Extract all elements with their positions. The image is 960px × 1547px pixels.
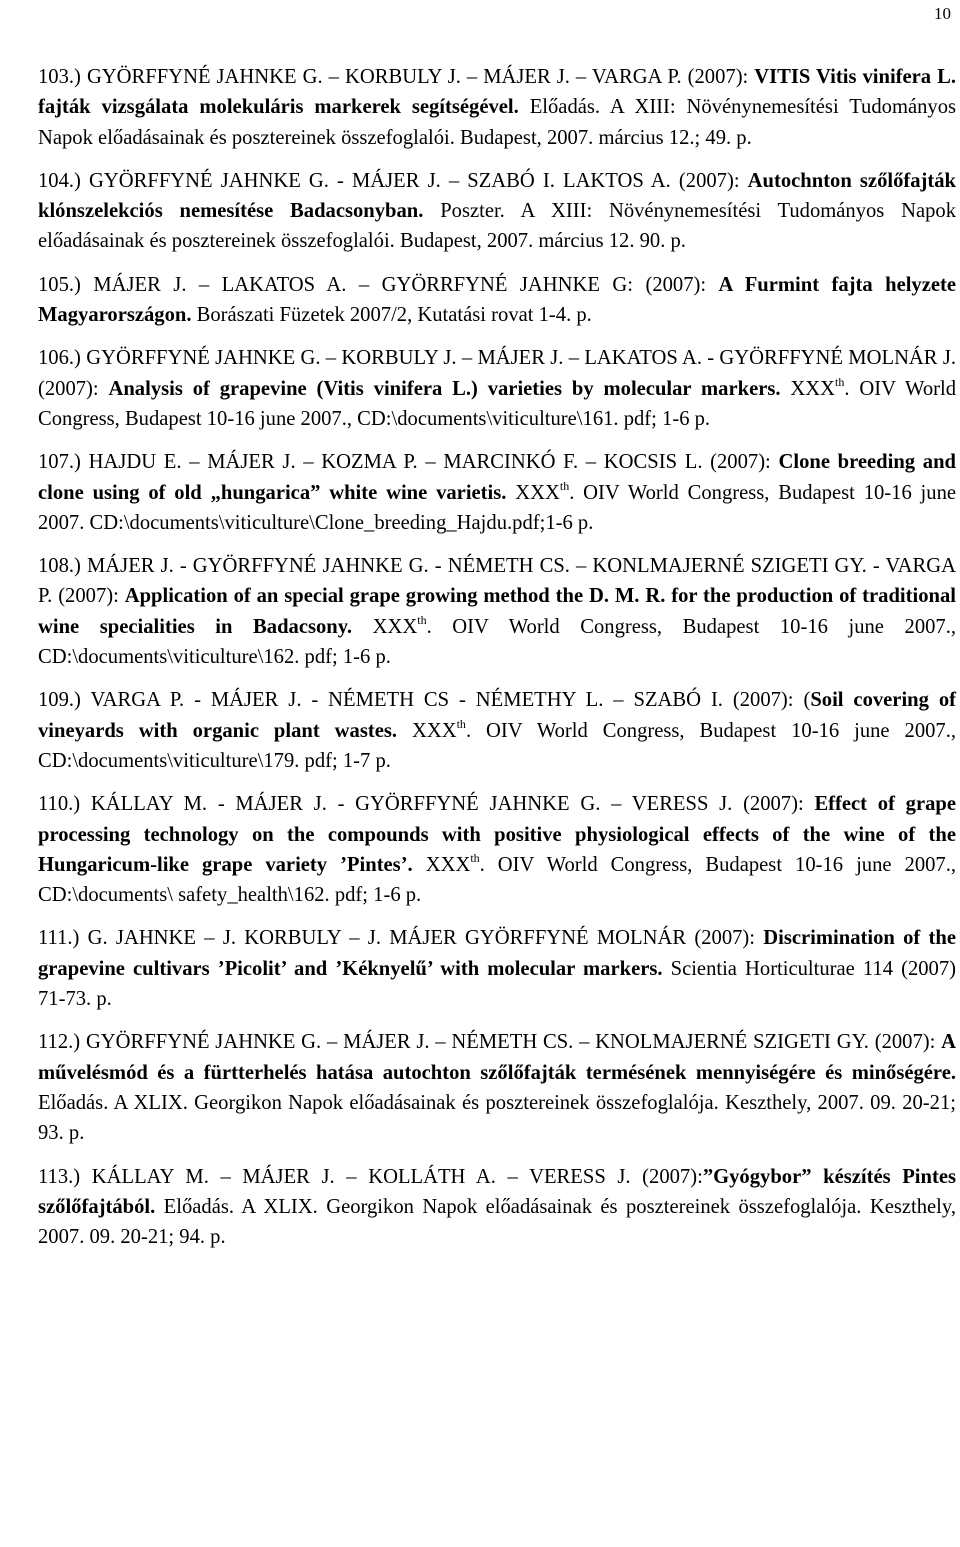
reference-authors: G. JAHNKE – J. KORBULY – J. MÁJER GYÖRFFYNÉ MOLNÁR (2007): (87, 927, 764, 950)
reference-title: Clone breeding and clone using of old „hungarica” white wine varietis. (38, 451, 956, 504)
reference-authors: KÁLLAY M. - MÁJER J. - GYÖRFFYNÉ JAHNKE G. – VERESS J. (2007): (90, 793, 815, 816)
reference-entry (38, 923, 956, 1014)
reference-number: 111.) (38, 927, 80, 950)
reference-number: 107.) (38, 451, 81, 474)
reference-superscript: th (456, 716, 466, 731)
reference-details: Poszter. A XIII: Növénynemesítési Tudományos Napok előadásainak és posztereinek összefoglalói. Budapest, 2007. március 12. 90. p. (38, 200, 957, 253)
reference-entry (38, 1162, 956, 1253)
reference-title: VITIS Vitis vinifera L. fajták vizsgálata molekuláris markerek segítségével. (38, 66, 957, 119)
reference-details: . OIV World Congress, Budapest 10-16 june 2007., CD:\documents\viticulture\161. pdf; 1-6 p. (38, 377, 957, 430)
reference-details: Borászati Füzetek 2007/2, Kutatási rovat 1-4. p. (191, 304, 592, 327)
reference-number: 112.) (38, 1031, 81, 1054)
reference-entry (38, 447, 956, 538)
reference-authors: HAJDU E. – MÁJER J. – KOZMA P. – MARCINKÓ F. – KOCSIS L. (2007): (88, 451, 779, 474)
reference-superscript: th (470, 850, 480, 865)
reference-authors: VARGA P. - MÁJER J. - NÉMETH CS - NÉMETHY L. – SZABÓ I. (2007): ( (90, 689, 811, 712)
reference-authors: GYÖRFFYNÉ JAHNKE G. – KORBULY J. – MÁJER J. – VARGA P. (2007): (86, 66, 755, 88)
reference-title: A művelésmód és a fürtterhelés hatása autochton szőlőfajták termésének mennyiségére és minőségére. (38, 1031, 957, 1084)
reference-number: 108.) (38, 555, 81, 578)
reference-details: Előadás. A XLIX. Georgikon Napok előadásainak és posztereinek összefoglalója. Keszthely, 2007. 09. 20-21; 93. p. (38, 1091, 956, 1145)
reference-title: Effect of grape processing technology on the compounds with positive physiological effects of the wine of the Hungaricum-like grape variety ’Pintes’. (38, 793, 956, 876)
reference-entry (38, 685, 956, 776)
reference-venue-prefix: XXX (352, 615, 418, 638)
reference-authors: GYÖRFFYNÉ JAHNKE G. – MÁJER J. – NÉMETH CS. – KNOLMAJERNÉ SZIGETI GY. (2007): (85, 1031, 942, 1054)
reference-authors: KÁLLAY M. – MÁJER J. – KOLLÁTH A. – VERESS J. (2007): (91, 1165, 703, 1188)
reference-entry (38, 62, 956, 153)
reference-title: Discrimination of the grapevine cultivars ’Picolit’ and ’Kéknyelű’ with molecular markers. (38, 927, 956, 980)
reference-entry (38, 270, 956, 331)
reference-details: Scientia Horticulturae 114 (2007) 71-73. p. (38, 957, 956, 1011)
reference-entry (38, 551, 956, 672)
reference-title: ”Gyógybor” készítés Pintes szőlőfajtából. (38, 1165, 956, 1218)
reference-details: . OIV World Congress, Budapest 10-16 june 2007., CD:\documents\ safety_health\162. pdf; 1-6 p. (38, 853, 957, 907)
reference-number: 109.) (38, 689, 81, 712)
reference-venue-prefix: XXX (506, 481, 560, 504)
reference-number: 113.) (38, 1165, 81, 1188)
reference-title: Application of an special grape growing method the D. M. R. for the production of traditional wine specialities in Badacsony. (38, 585, 956, 638)
reference-entry (38, 343, 956, 434)
reference-title: Analysis of grapevine (Vitis vinifera L.) varieties by molecular markers. (108, 377, 781, 400)
reference-entry (38, 789, 956, 910)
reference-entry (38, 1027, 956, 1148)
page-number: 10 (934, 4, 951, 23)
reference-venue-prefix: XXX (780, 377, 835, 400)
reference-entry (38, 166, 956, 257)
reference-number: 103.) (38, 66, 81, 88)
reference-details: . OIV World Congress, Budapest 10-16 june 2007., CD:\documents\viticulture\162. pdf; 1-6 p. (38, 615, 957, 669)
reference-details: Előadás. A XIII: Növénynemesítési Tudományos Napok előadásainak és posztereinek összefoglalói. Budapest, 2007. március 12.; 49. p. (38, 96, 957, 149)
reference-venue-prefix: XXX (412, 853, 471, 876)
reference-details: . OIV World Congress, Budapest 10-16 june 2007. CD:\documents\viticulture\Clone_breeding_Hajdu.pdf;1-6 p. (38, 481, 957, 534)
reference-superscript: th (417, 612, 427, 627)
reference-superscript: th (835, 374, 845, 389)
reference-details: Előadás. A XLIX. Georgikon Napok előadásainak és posztereinek összefoglalója. Keszthely, 2007. 09. 20-21; 94. p. (38, 1195, 956, 1249)
reference-list (38, 62, 956, 1265)
reference-number: 105.) (38, 273, 81, 296)
reference-title: Autochnton szőlőfajták klónszelekciós nemesítése Badacsonyban. (38, 169, 957, 223)
reference-title: A Furmint fajta helyzete Magyarországon. (38, 273, 957, 327)
reference-number: 106.) (38, 347, 81, 370)
reference-details: . OIV World Congress, Budapest 10-16 june 2007., CD:\documents\viticulture\179. pdf; 1-7 p. (38, 719, 957, 772)
reference-authors: GYÖRFFYNÉ JAHNKE G. - MÁJER J. – SZABÓ I. LAKTOS A. (2007): (89, 169, 748, 192)
reference-number: 104.) (38, 169, 81, 192)
reference-authors: GYÖRFFYNÉ JAHNKE G. – KORBULY J. – MÁJER J. – LAKATOS A. - GYÖRFFYNÉ MOLNÁR J. (2007): (38, 347, 957, 400)
reference-number: 110.) (38, 793, 81, 816)
reference-title: Soil covering of vineyards with organic plant wastes. (38, 689, 957, 742)
reference-venue-prefix: XXX (397, 719, 457, 742)
reference-superscript: th (559, 478, 570, 493)
reference-authors: MÁJER J. – LAKATOS A. – GYÖRRFYNÉ JAHNKE G: (2007): (93, 273, 719, 296)
reference-authors: MÁJER J. - GYÖRFFYNÉ JAHNKE G. - NÉMETH CS. – KONLMAJERNÉ SZIGETI GY. - VARGA P. (2007): (38, 555, 956, 608)
